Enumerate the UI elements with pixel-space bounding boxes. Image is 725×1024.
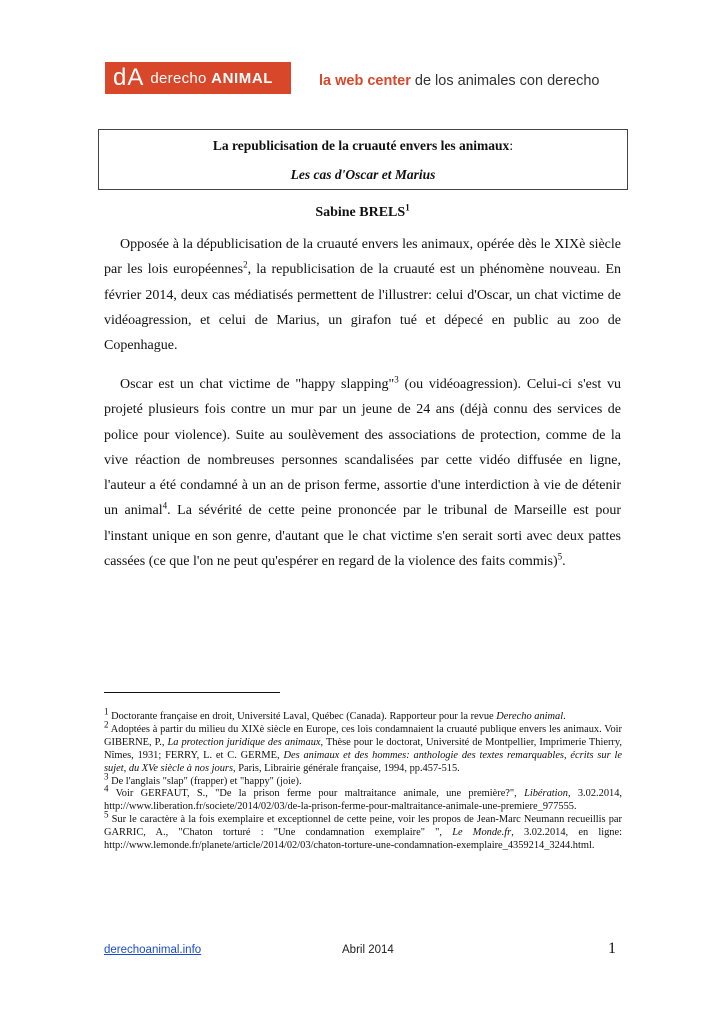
footnote-2: $^2$ Adoptées à partir du milieu du XIXè siècle en Europe, ces lois condamnaient la cruauté publique envers les animaux. Voir GIBERNE, P., La protection juridique des animaux, Thèse pour le doctorat, Université de Montpellier, Imprimerie Thierry, Nîmes, 1931; FERRY, L. et C. GERME, Des animaux et des hommes: anthologie des textes remarquables, écrits sur le sujet, du XVe siècle à nos jours, Paris, Librairie générale française, 1994, pp.457-515.: [104, 719, 622, 774]
page-number: 1: [608, 940, 616, 957]
footer-site-link[interactable]: derechoanimal.info: [104, 944, 202, 956]
logo-wordmark: derecho ANIMAL: [150, 69, 274, 87]
paragraph-2: Oscar est un chat victime de "happy slapping"$^3$ (ou vidéoagression). Celui-ci s'est vu projeté plusieurs fois contre un mur par un jeune de 24 ans (déjà connu des services de police pour violence). Suite au soulèvement des associations de protection, comme de la vive réaction de nombreuses personnes scandalisées par cette vidéo diffusée en ligne, l'auteur a été condamné à un an de prison ferme, assortie d'une interdiction à vie de détenir un animal$^4$. La sévérité de cette peine prononcée par le tribunal de Marseille est pour l'instant unique en son genre, d'autant que le chat victime s'en serait sorti avec deux pattes cassées (ce que l'on ne peut qu'espérer en regard de la violence des faits commis)$^5$.: [104, 374, 621, 570]
footnote-ref[interactable]: 3: [394, 374, 399, 385]
footnote-ref[interactable]: 1: [405, 202, 410, 213]
logo-mark: dA: [113, 64, 145, 91]
footnote-1: $^1$ Doctorante française en droit, Université Laval, Québec (Canada). Rapporteur pour la revue Derecho animal.: [104, 706, 566, 722]
title-box: [98, 129, 628, 190]
document-subtitle: Les cas d'Oscar et Marius: [290, 167, 436, 182]
footnote-ref[interactable]: 5: [557, 551, 563, 562]
site-logo[interactable]: [105, 62, 291, 94]
paragraph-1: Opposée à la dépublicisation de la cruauté envers les animaux, opérée dès le XIXè siècle par les lois européennes$^2$, la republicisation de la cruauté est un phénomène nouveau. En février 2014, deux cas médiatisés permettent de l'illustrer: celui d'Oscar, un chat victime de vidéoagression, et celui de Marius, un girafon tué et dépecé en public au zoo de Copenhague.: [104, 237, 621, 354]
site-tagline: la web center de los animales con derecho: [319, 73, 600, 89]
footnote-ref[interactable]: 2: [243, 259, 248, 270]
author-line: Sabine BRELS$^1$: [315, 202, 410, 220]
footnote-4: $^4$ Voir GERFAUT, S., "De la prison ferme pour maltraitance animale, une première?", Libération, 3.02.2014, http://www.liberation.fr/societe/2014/02/03/de-la-prison-ferme-pour-maltraitance-animale-une-premiere_977555.: [104, 783, 623, 813]
footnote-3: $^3$ De l'anglais "slap" (frapper) et "happy" (joie).: [104, 771, 302, 787]
document-title: La republicisation de la cruauté envers les animaux:: [212, 138, 514, 153]
footer-date: Abril 2014: [342, 944, 394, 956]
footnote-5: $^5$ Sur le caractère à la fois exemplaire et exceptionnel de cette peine, voir les propos de Jean-Marc Neumann recueillis par GARRIC, A., "Chaton torturé : "Une condamnation exemplaire" ", Le Monde.fr, 3.02.2014, en ligne: http://www.lemonde.fr/planete/article/2014/02/03/chaton-torture-une-condamnation-exemplaire_4359214_3244.html.: [104, 809, 622, 852]
footnotes: [104, 706, 623, 853]
footnote-divider: [104, 692, 280, 693]
footnote-ref[interactable]: 4: [162, 500, 168, 511]
